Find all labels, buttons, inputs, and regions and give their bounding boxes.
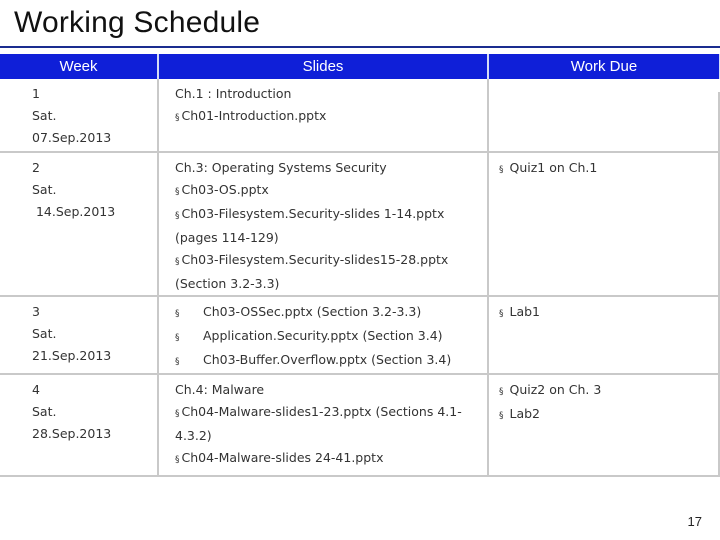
bullet-icon: § [175,257,180,267]
week-date: 21.Sep.2013 [32,348,112,363]
work-due-cell [488,374,720,476]
page-number: 17 [687,514,702,529]
work-due-cell [488,79,720,152]
slide-file-item: § Ch03-OS.pptx [175,182,269,197]
week-number: 3 [32,304,40,319]
work-due-item: § Lab1 [499,304,540,319]
table-row [0,296,720,374]
week-cell [0,296,158,374]
table-row [0,79,720,152]
slide-file-item: § Ch03-OSSec.pptx (Section 3.2-3.3) [175,301,485,325]
bullet-icon: § [175,211,180,221]
slides-cell [158,296,488,374]
bullet-icon: § [499,309,504,319]
week-number: 4 [32,382,40,397]
slide-file-item: § Ch03-Buffer.Overflow.pptx (Section 3.4) [175,349,485,373]
slide-file-item: § Ch04-Malware-slides 24-41.pptx [175,450,384,465]
week-date: 14.Sep.2013 [32,204,116,219]
bullet-icon: § [175,455,180,465]
week-date: 28.Sep.2013 [32,426,112,441]
slide-file-item: § Ch04-Malware-slides1-23.pptx (Sections 4.1-4.3.2) [175,404,462,443]
slides-chapter-title: Ch.1 : Introduction [175,86,292,101]
table-row [0,152,720,296]
header-week: Week [0,54,158,79]
bullet-icon: § [175,357,180,367]
header-work-due: Work Due [488,54,720,79]
bullet-icon: § [175,409,180,419]
bullet-icon: § [175,113,180,123]
bullet-icon: § [175,309,180,319]
slides-cell [158,79,488,152]
bullet-icon: § [499,411,504,421]
slide-file-item: § Application.Security.pptx (Section 3.4) [175,325,485,349]
week-cell [0,374,158,476]
week-number: 1 [32,86,40,101]
work-due-item: § Quiz1 on Ch.1 [499,160,598,175]
table-header-row [0,54,720,79]
slides-chapter-title: Ch.3: Operating Systems Security [175,160,387,175]
slides-cell [158,374,488,476]
slides-cell [158,152,488,296]
slide-file-item: § Ch03-Filesystem.Security-slides 1-14.pptx (pages 114-129) [175,206,445,245]
slide-file-item: § Ch03-Filesystem.Security-slides15-28.pptx (Section 3.2-3.3) [175,252,449,291]
slides-chapter-title: Ch.4: Malware [175,382,265,397]
week-number: 2 [32,160,40,175]
page-title: Working Schedule [14,6,261,39]
week-day: Sat. [32,404,57,419]
week-day: Sat. [32,182,57,197]
week-date: 07.Sep.2013 [32,130,112,145]
header-slides: Slides [158,54,488,79]
work-due-item: § Lab2 [499,406,540,421]
bullet-icon: § [175,333,180,343]
slide-file-item: § Ch01-Introduction.pptx [175,108,327,123]
bullet-icon: § [499,387,504,397]
week-day: Sat. [32,326,57,341]
table-row [0,374,720,476]
week-day: Sat. [32,108,57,123]
work-due-cell [488,296,720,374]
work-due-cell [488,152,720,296]
week-cell [0,152,158,296]
work-due-item: § Quiz2 on Ch. 3 [499,382,602,397]
week-cell [0,79,158,152]
bullet-icon: § [499,165,504,175]
bullet-icon: § [175,187,180,197]
schedule-table [0,54,720,477]
title-underline [0,46,720,48]
